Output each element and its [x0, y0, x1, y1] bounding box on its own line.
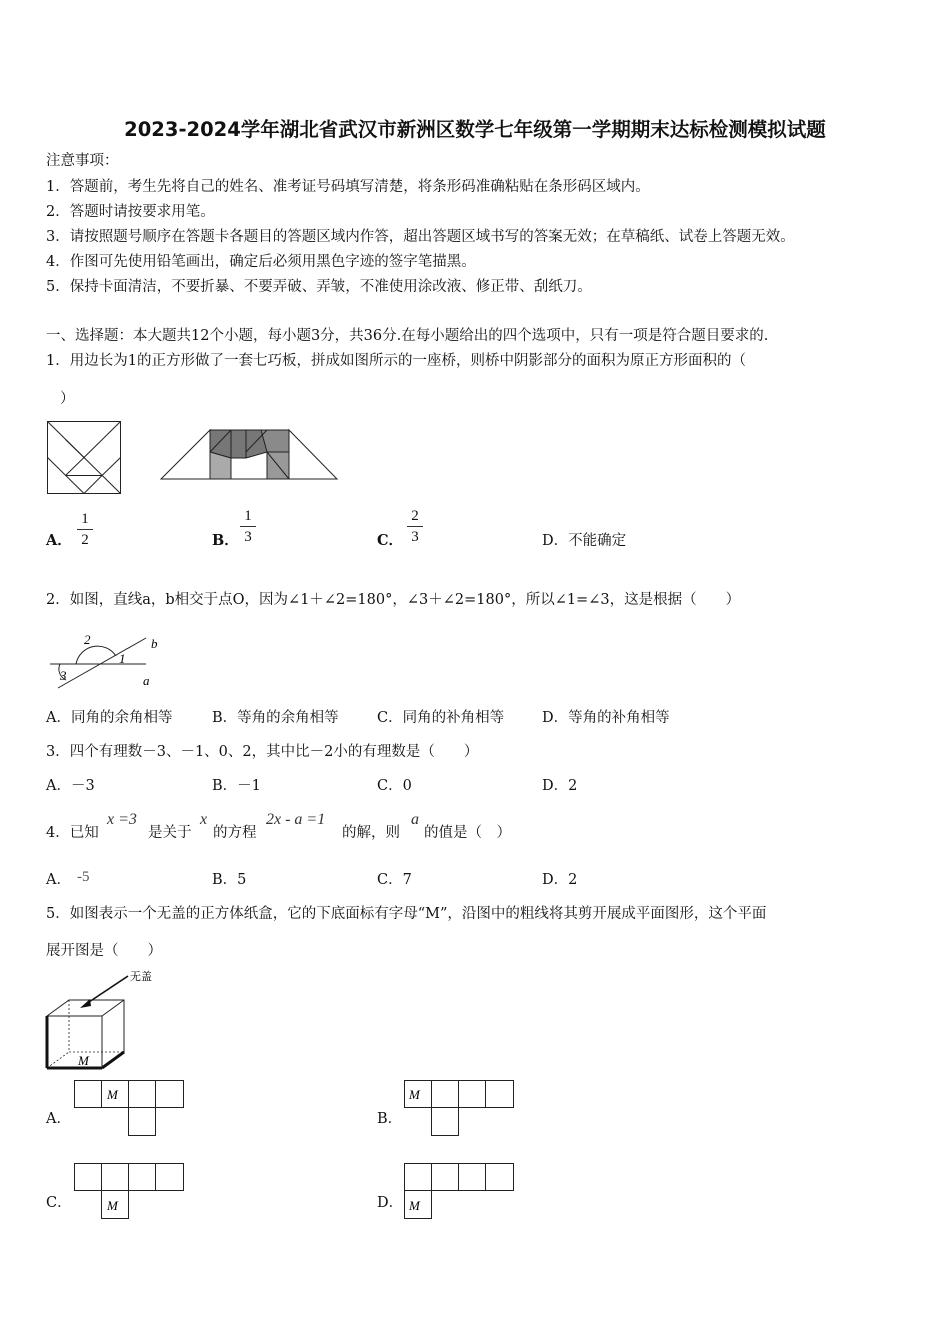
q5-option-c-label[interactable]: C． [46, 1195, 72, 1211]
line-a-label: a [143, 673, 150, 688]
q1-option-a-fraction [75, 511, 95, 548]
tangram-square-figure [47, 421, 122, 495]
question-3-text: 3．四个有理数－3、－1、0、2，其中比－2小的有理数是（ ） [46, 744, 479, 760]
q3-option-a[interactable]: A．－3 [46, 778, 95, 794]
q4-text-part-3: 的方程 [213, 825, 257, 841]
q1-option-d[interactable]: D．不能确定 [542, 533, 627, 549]
q2-option-c[interactable]: C．同角的补角相等 [377, 710, 505, 726]
angle-2-label: 2 [84, 632, 91, 647]
net-letter-m: M [409, 1087, 420, 1102]
section-heading: 一、选择题：本大题共12个小题，每小题3分，共36分.在每小题给出的四个选项中，只有一项是符合题目要求的. [46, 328, 769, 344]
numerator: 2 [411, 508, 419, 524]
q2-option-a[interactable]: A．同角的余角相等 [46, 710, 173, 726]
question-5-text-line-2: 展开图是（ ） [46, 943, 162, 959]
q4-text-part-5: 的值是（ ） [424, 825, 511, 841]
q4-variable-x: x [200, 811, 208, 828]
question-1-close: ） [60, 391, 75, 407]
q1-option-c-fraction [405, 508, 425, 545]
q4-option-c[interactable]: C．7 [377, 872, 412, 888]
q3-option-d[interactable]: D．2 [542, 778, 578, 794]
note-item: 1．答题前，考生先将自己的姓名、准考证号码填写清楚，将条形码准确粘贴在条形码区域内。 [46, 179, 650, 195]
denominator: 3 [244, 529, 252, 545]
q1-option-a-label[interactable]: A． [46, 532, 72, 549]
q1-option-b-fraction [238, 508, 258, 545]
q1-option-c-label[interactable]: C． [377, 532, 404, 549]
open-cube-figure [44, 968, 164, 1070]
q3-option-b[interactable]: B．－1 [212, 778, 261, 794]
q2-option-b[interactable]: B．等角的余角相等 [212, 710, 339, 726]
numerator: 1 [81, 511, 89, 527]
denominator: 2 [81, 532, 89, 548]
q3-option-c[interactable]: C．0 [377, 778, 412, 794]
question-2-text: 2．如图，直线a，b相交于点O，因为∠1＋∠2=180°，∠3＋∠2=180°，所以∠1=∠3，这是根据（ ） [46, 592, 741, 608]
tangram-bridge-figure [159, 428, 339, 482]
angle-1-label: 1 [119, 651, 126, 666]
intersecting-lines-figure [46, 630, 164, 690]
q1-option-b-label[interactable]: B． [212, 532, 239, 549]
angle-3-label: 3 [60, 668, 67, 683]
q4-variable-a: a [411, 811, 419, 828]
question-1-text: 1．用边长为1的正方形做了一套七巧板，拼成如图所示的一座桥，则桥中阴影部分的面积为原正方形面积的（ [46, 353, 746, 369]
q5-option-a-label[interactable]: A． [46, 1111, 71, 1127]
q5-option-d-label[interactable]: D． [377, 1195, 404, 1211]
q5-option-b-net [404, 1080, 516, 1138]
q4-equation-x: x =3 [107, 811, 137, 828]
net-letter-m: M [107, 1198, 118, 1213]
no-lid-label: 无盖 [130, 970, 152, 983]
q4-text-part-4: 的解，则 [342, 825, 400, 841]
q5-option-c-net [74, 1163, 186, 1221]
q4-option-a-label[interactable]: A． [46, 872, 71, 888]
q4-option-d[interactable]: D．2 [542, 872, 578, 888]
note-item: 4．作图可先使用铅笔画出，确定后必须用黑色字迹的签字笔描黑。 [46, 254, 476, 270]
q2-option-d[interactable]: D．等角的补角相等 [542, 710, 670, 726]
note-item: 5．保持卡面清洁，不要折暴、不要弄破、弄皱，不准使用涂改液、修正带、刮纸刀。 [46, 279, 592, 295]
net-letter-m: M [409, 1198, 420, 1213]
q4-option-b[interactable]: B．5 [212, 872, 247, 888]
cube-letter-m: M [78, 1053, 89, 1068]
page-title: 2023-2024学年湖北省武汉市新洲区数学七年级第一学期期末达标检测模拟试题 [124, 118, 826, 141]
net-letter-m: M [107, 1087, 118, 1102]
q5-option-d-net [404, 1163, 516, 1221]
q5-option-b-label[interactable]: B． [377, 1111, 403, 1127]
denominator: 3 [411, 529, 419, 545]
notes-heading: 注意事项： [46, 153, 119, 169]
q5-option-a-net [74, 1080, 186, 1138]
q4-text-part-1: 4．已知 [46, 825, 99, 841]
numerator: 1 [244, 508, 252, 524]
line-b-label: b [151, 636, 158, 651]
q4-option-a-value: -5 [77, 869, 90, 885]
note-item: 3．请按照题号顺序在答题卡各题目的答题区域内作答，超出答题区域书写的答案无效；在草稿纸、试卷上答题无效。 [46, 229, 795, 245]
question-5-text-line-1: 5．如图表示一个无盖的正方体纸盒，它的下底面标有字母“M”，沿图中的粗线将其剪开展成平面图形，这个平面 [46, 906, 767, 922]
note-item: 2．答题时请按要求用笔。 [46, 204, 215, 220]
q4-text-part-2: 是关于 [148, 825, 192, 841]
q4-equation-main: 2x - a =1 [266, 811, 326, 828]
